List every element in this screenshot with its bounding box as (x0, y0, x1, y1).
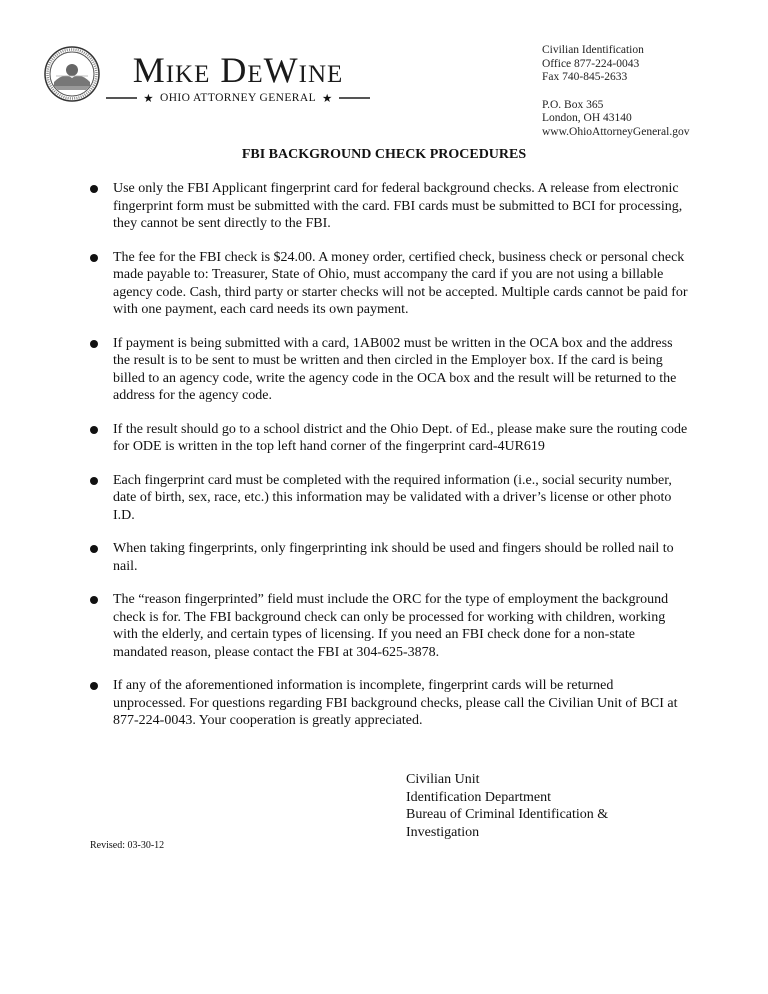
list-item-text: Use only the FBI Applicant fingerprint card for federal background checks. A release from electronic fingerprint form must be submitted with the card. FBI cards must be submitted to BCI for processing, they cannot be sent directly to the FBI. (113, 181, 683, 231)
list-item (88, 677, 688, 730)
signature-bureau: Bureau of Criminal Identification & (406, 807, 609, 822)
bullet-icon (88, 180, 113, 233)
star-icon: ★ (322, 93, 333, 105)
procedure-list (88, 180, 688, 730)
list-item (88, 335, 688, 405)
signature-department: Identification Department (406, 789, 551, 805)
divider (339, 97, 370, 99)
bullet-icon (88, 540, 113, 575)
subtitle-text: OHIO ATTORNEY GENERAL (160, 92, 316, 104)
list-item (88, 421, 688, 456)
contact-city: London, OH 43140 (542, 112, 632, 124)
revised-date: Revised: 03-30-12 (90, 840, 165, 851)
list-item (88, 540, 688, 575)
attorney-general-title (106, 91, 370, 105)
star-icon: ★ (143, 93, 155, 105)
contact-fax: Fax 740-845-2633 (542, 71, 628, 83)
list-item-text: If the result should go to a school district and the Ohio Dept. of Ed., please make sure the routing code for ODE is written in the top left hand corner of the fingerprint card-4UR619 (113, 421, 688, 454)
document-title: FBI BACKGROUND CHECK PROCEDURES (241, 147, 527, 162)
signature-unit: Civilian Unit (406, 772, 480, 787)
contact-website[interactable]: www.OhioAttorneyGeneral.gov (542, 125, 690, 138)
bullet-icon (88, 249, 113, 319)
signature-bureau-cont: Investigation (406, 824, 480, 840)
list-item-text: If any of the aforementioned information is incomplete, fingerprint cards will be returned unprocessed. For questions regarding FBI background checks, please call the Civilian Unit of BCI at 877-224-0043. Your cooperation is greatly appreciated. (113, 678, 678, 728)
attorney-general-name: Mike DeWine (132, 50, 344, 90)
bullet-icon (88, 591, 113, 661)
bullet-icon (88, 335, 113, 405)
bullet-icon (88, 421, 113, 456)
signature-block (406, 771, 608, 841)
contact-department: Civilian Identification (542, 44, 644, 56)
list-item-text: When taking fingerprints, only fingerprinting ink should be used and fingers should be rolled nail to nail. (113, 541, 674, 574)
divider (106, 97, 137, 99)
list-item (88, 591, 688, 661)
list-item-text: The “reason fingerprinted” field must include the ORC for the type of employment the background check is for. The FBI background check can only be processed for working with children, working with the elderly, and certain types of licensing. If you need an FBI check done for a non-state mandated reason, please contact the FBI at 304-625-3878. (113, 592, 669, 660)
list-item-text: If payment is being submitted with a card, 1AB002 must be written in the OCA box and the address the result is to be sent to must be written and then circled in the Employer box. If the card is being billed to an agency code, write the agency code in the OCA box and the result will be returned to the address for the agency code. (113, 335, 677, 403)
contact-block (542, 44, 689, 139)
list-item-text: The fee for the FBI check is $24.00. A money order, certified check, business check or personal check made payable to: Treasurer, State of Ohio, must accompany the card if you are not using a billable agency code. Cash, third party or starter checks will not be accepted. Multiple cards cannot be paid for with one payment, each card needs its own payment. (113, 249, 688, 317)
contact-po-box: P.O. Box 365 (542, 98, 604, 111)
list-item (88, 472, 688, 525)
bullet-icon (88, 677, 113, 730)
bullet-icon (88, 472, 113, 525)
ohio-seal-icon (44, 46, 100, 102)
contact-office-phone: Office 877-224-0043 (542, 57, 640, 70)
list-item (88, 249, 688, 319)
list-item-text: Each fingerprint card must be completed with the required information (i.e., social security number, date of birth, sex, race, etc.) this information may be validated with a driver’s license or other photo I.D. (113, 472, 672, 523)
list-item (88, 180, 688, 233)
letterhead-brand (106, 48, 370, 105)
